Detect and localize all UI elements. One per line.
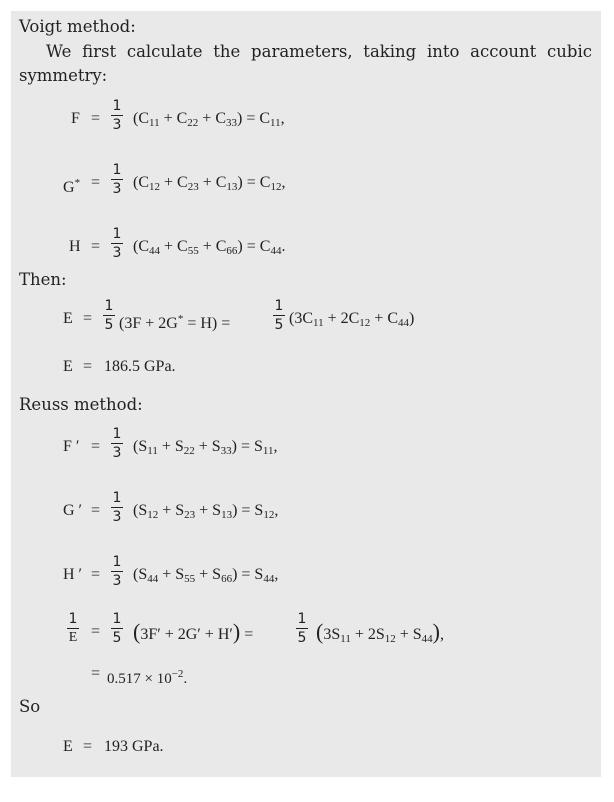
frac-num: 1 (112, 611, 122, 627)
eq-inve-rhs: $(3S_{11} + 2S_{12} + S_{44})$, (316, 619, 444, 645)
eq-inve-value-rel: = (91, 665, 101, 682)
eq-e-final-lhs: E (63, 738, 73, 755)
eq-hp-rhs: $(S_{44} + S_{55} + S_{66}) = S_{44}$, (133, 566, 279, 585)
eq-g-lhs: G* (63, 177, 81, 196)
frac-den: 3 (112, 573, 122, 589)
frac-num: 1 (297, 611, 307, 627)
frac-den: 3 (112, 245, 122, 261)
frac-den: 5 (274, 317, 284, 333)
eq-gp-lhs: G ′ (63, 502, 83, 519)
eq-e-rhs: $(3C_{11} + 2C_{12} + C_{44})$ (289, 310, 415, 329)
eq-gp-rhs: $(S_{12} + S_{23} + S_{13}) = S_{12}$, (133, 502, 279, 521)
value-mantissa: 0.517 × 10 (107, 671, 172, 687)
eq-e-value-lhs: E (63, 358, 73, 375)
frac-den: 5 (112, 630, 122, 646)
eq-h-lhs: H (69, 238, 81, 255)
frac-den: 3 (112, 445, 122, 461)
eq-fp-fraction (111, 426, 123, 461)
eq-fp-lhs: F ′ (63, 438, 80, 455)
frac-num: 1 (112, 226, 122, 242)
voigt-intro-line2: symmetry: (19, 66, 108, 85)
frac-num: 1 (274, 298, 284, 314)
eq-e-final-rel: = (83, 738, 93, 755)
frac-num: 1 (104, 298, 114, 314)
voigt-intro-line1: We first calculate the parameters, taking into account cubic (46, 42, 592, 61)
eq-g-rhs: $(C_{12} + C_{23} + C_{13}) = C_{12}$, (133, 174, 286, 193)
eq-gp-fraction (111, 490, 123, 525)
eq-e-lhs: E (63, 310, 73, 327)
eq-fp-rhs: $(S_{11} + S_{22} + S_{33}) = S_{11}$, (133, 438, 278, 457)
eq-inve-lhs-fraction (67, 611, 79, 646)
frac-den: 3 (112, 181, 122, 197)
eq-inve-mid: (3F′ + 2G′ + H′) = (133, 619, 254, 644)
eq-hp-rel: = (91, 566, 101, 583)
eq-e-value: 186.5 GPa. (104, 358, 176, 375)
eq-hp-fraction (111, 554, 123, 589)
frac-den: 3 (112, 509, 122, 525)
eq-inve-fraction-2 (296, 611, 308, 646)
eq-h-rel: = (91, 238, 101, 255)
eq-f-rhs: $(C_{11} + C_{22} + C_{33}) = C_{11}$, (133, 110, 285, 129)
frac-num: 1 (112, 426, 122, 442)
eq-e-fraction-2 (273, 298, 285, 333)
frac-num: 1 (112, 490, 122, 506)
eq-g-fraction (111, 162, 123, 197)
voigt-heading: Voigt method: (19, 17, 136, 36)
frac-den: 3 (112, 117, 122, 133)
eq-gp-rel: = (91, 502, 101, 519)
eq-fp-rel: = (91, 438, 101, 455)
reuss-heading: Reuss method: (19, 395, 143, 414)
eq-f-fraction (111, 98, 123, 133)
eq-e-rel: = (83, 310, 93, 327)
frac-num: 1 (112, 554, 122, 570)
eq-h-fraction (111, 226, 123, 261)
value-exponent: −2 (171, 668, 184, 680)
content-panel (11, 11, 601, 777)
eq-f-rel: = (91, 110, 101, 127)
eq-hp-lhs: H ′ (63, 566, 83, 583)
so-label: So (19, 697, 41, 716)
then-label: Then: (19, 270, 67, 289)
frac-den: 5 (297, 630, 307, 646)
eq-inve-fraction-1 (111, 611, 123, 646)
frac-den: 5 (104, 317, 114, 333)
eq-e-final-value: 193 GPa. (104, 738, 164, 755)
frac-num: 1 (112, 162, 122, 178)
eq-e-mid: (3F + 2G* = H) = (119, 313, 231, 332)
frac-num: 1 (68, 611, 78, 627)
eq-f-lhs: F (71, 110, 80, 127)
eq-g-rel: = (91, 174, 101, 191)
eq-e-value-rel: = (83, 358, 93, 375)
frac-num: 1 (112, 98, 122, 114)
eq-inve-value (107, 664, 187, 689)
eq-inve-rel: = (91, 623, 101, 640)
frac-den: E (68, 630, 78, 645)
eq-e-fraction-1 (103, 298, 115, 333)
value-end: . (183, 671, 188, 687)
eq-h-rhs: $(C_{44} + C_{55} + C_{66}) = C_{44}$. (133, 238, 286, 257)
